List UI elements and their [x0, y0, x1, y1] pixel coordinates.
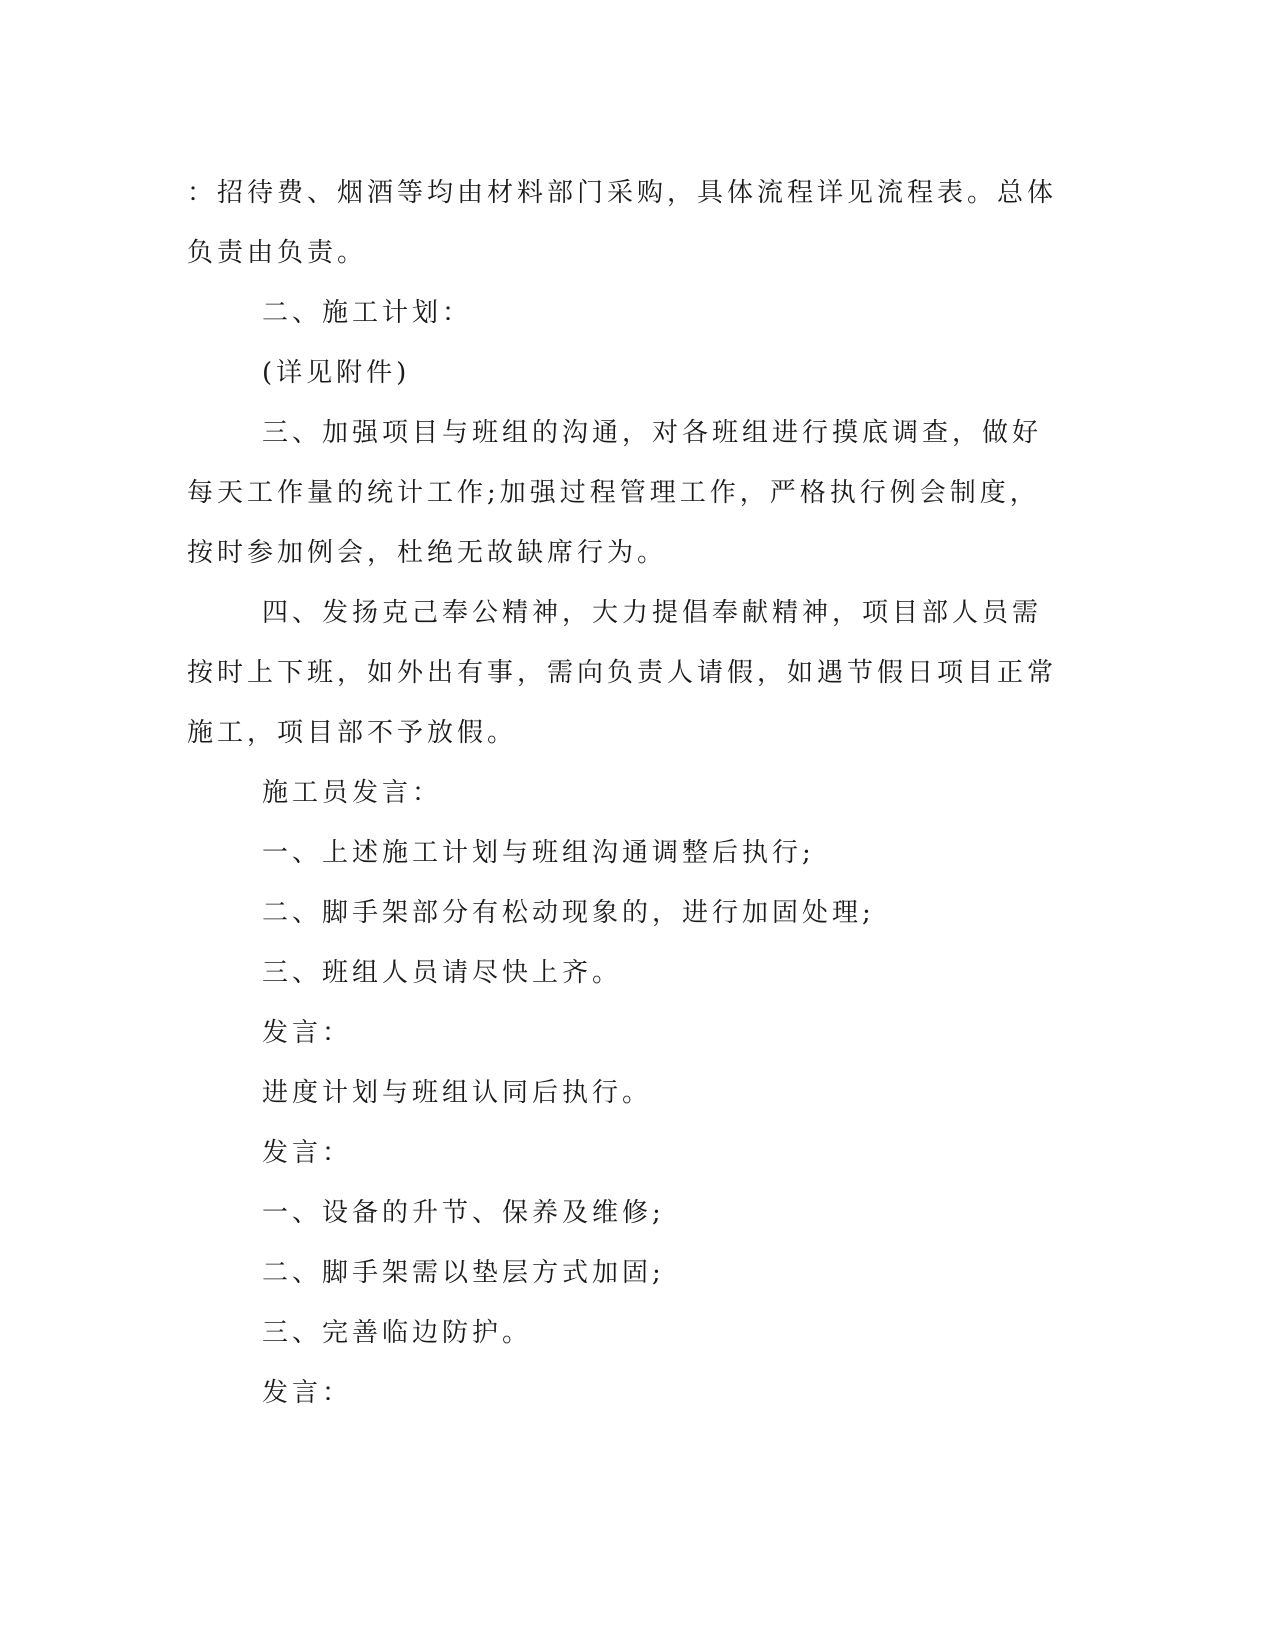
paragraph-item-3: 三、班组人员请尽快上齐。 — [262, 958, 623, 988]
paragraph-item-2: 二、脚手架部分有松动现象的，进行加固处理; — [262, 898, 875, 928]
paragraph-procurement: ：招待费、烟酒等均由材料部门采购，具体流程详见流程表。总体负责由负责。 — [187, 178, 1058, 268]
paragraph-scaffold: 二、脚手架需以垫层方式加固; — [262, 1258, 665, 1288]
paragraph-item-1: 一、上述施工计划与班组沟通调整后执行; — [262, 838, 815, 868]
paragraph-schedule: 进度计划与班组认同后执行。 — [262, 1078, 653, 1108]
paragraph-see-attachment: (详见附件) — [262, 358, 411, 388]
paragraph-speech-heading-3: 发言： — [262, 1378, 353, 1408]
paragraph-dedication: 四、发扬克己奉公精神，大力提倡奉献精神，项目部人员需按时上下班，如外出有事，需向负责人请假，如遇节假日项目正常施工，项目部不予放假。 — [187, 598, 1058, 748]
paragraph-equipment: 一、设备的升节、保养及维修; — [262, 1198, 665, 1228]
paragraph-speech-heading-1: 发言： — [262, 1018, 353, 1048]
paragraph-communication: 三、加强项目与班组的沟通，对各班组进行摸底调查，做好每天工作量的统计工作;加强过程管理工作，严格执行例会制度，按时参加例会，杜绝无故缺席行为。 — [187, 418, 1043, 568]
paragraph-construction-plan: 二、施工计划： — [262, 298, 473, 328]
paragraph-constructor-speech: 施工员发言： — [262, 778, 443, 808]
paragraph-speech-heading-2: 发言： — [262, 1138, 353, 1168]
document-body — [187, 163, 1067, 1423]
paragraph-edge-protection: 三、完善临边防护。 — [262, 1318, 533, 1348]
